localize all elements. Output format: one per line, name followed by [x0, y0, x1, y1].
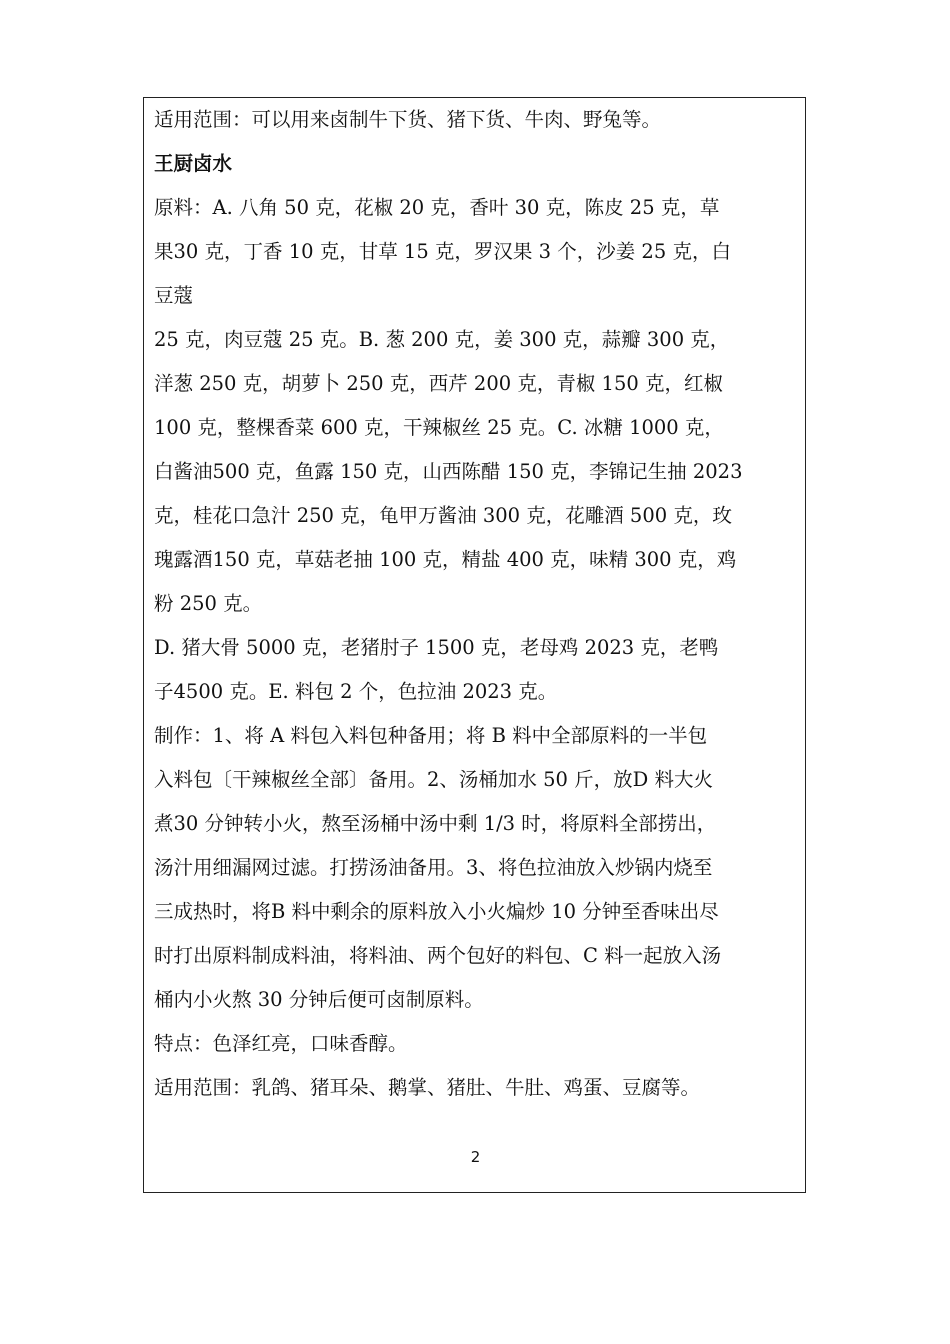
ingredients-line-2: 果30 克，丁香 10 克，甘草 15 克，罗汉果 3 个，沙姜 25 克，白: [154, 240, 731, 263]
method-line-7: 桶内小火熬 30 分钟后便可卤制原料。: [154, 988, 484, 1011]
ingredients-line-9: 瑰露酒150 克，草菇老抽 100 克，精盐 400 克，味精 300 克，鸡: [154, 548, 737, 571]
ingredients-line-10: 粉 250 克。: [154, 592, 263, 615]
page-frame: [143, 97, 806, 1193]
method-line-1: 制作：1、将 A 料包入料包种备用；将 B 料中全部原料的一半包: [154, 724, 708, 747]
method-line-5: 三成热时，将B 料中剩余的原料放入小火煸炒 10 分钟至香味出尽: [154, 900, 719, 923]
method-line-2: 入料包〔干辣椒丝全部〕备用。2、汤桶加水 50 斤，放D 料大火: [154, 768, 713, 791]
ingredients-line-12: 子4500 克。E. 料包 2 个，色拉油 2023 克。: [154, 680, 558, 703]
ingredients-line-6: 100 克，整棵香菜 600 克，干辣椒丝 25 克。C. 冰糖 1000 克，: [154, 416, 724, 439]
scope-line-1: 适用范围：可以用来卤制牛下货、猪下货、牛肉、野兔等。: [154, 108, 662, 131]
ingredients-line-7: 白酱油500 克，鱼露 150 克，山西陈醋 150 克，李锦记生抽 2023: [154, 460, 743, 483]
features-line: 特点：色泽红亮，口味香醇。: [154, 1032, 408, 1055]
ingredients-line-4: 25 克，肉豆蔻 25 克。B. 葱 200 克，姜 300 克，蒜瓣 300 克，: [154, 328, 730, 351]
ingredients-line-8: 克，桂花口急汁 250 克，龟甲万酱油 300 克，花雕酒 500 克，玫: [154, 504, 732, 527]
method-line-6: 时打出原料制成料油，将料油、两个包好的料包、C 料一起放入汤: [154, 944, 722, 967]
ingredients-line-11: D. 猪大骨 5000 克，老猪肘子 1500 克，老母鸡 2023 克，老鸭: [154, 636, 719, 659]
ingredients-line-1: 原料：A. 八角 50 克，花椒 20 克，香叶 30 克，陈皮 25 克，草: [154, 196, 720, 219]
ingredients-line-5: 洋葱 250 克，胡萝卜 250 克，西芹 200 克，青椒 150 克，红椒: [154, 372, 723, 395]
scope-line-2: 适用范围：乳鸽、猪耳朵、鹅掌、猪肚、牛肚、鸡蛋、豆腐等。: [154, 1076, 701, 1099]
page-number: 2: [470, 1148, 481, 1166]
recipe-title: 王厨卤水: [154, 152, 233, 175]
method-line-4: 汤汁用细漏网过滤。打捞汤油备用。3、将色拉油放入炒锅内烧至: [154, 856, 713, 879]
method-line-3: 煮30 分钟转小火，熬至汤桶中汤中剩 1/3 时，将原料全部捞出，: [154, 812, 717, 835]
ingredients-line-3: 豆蔻: [154, 284, 194, 307]
